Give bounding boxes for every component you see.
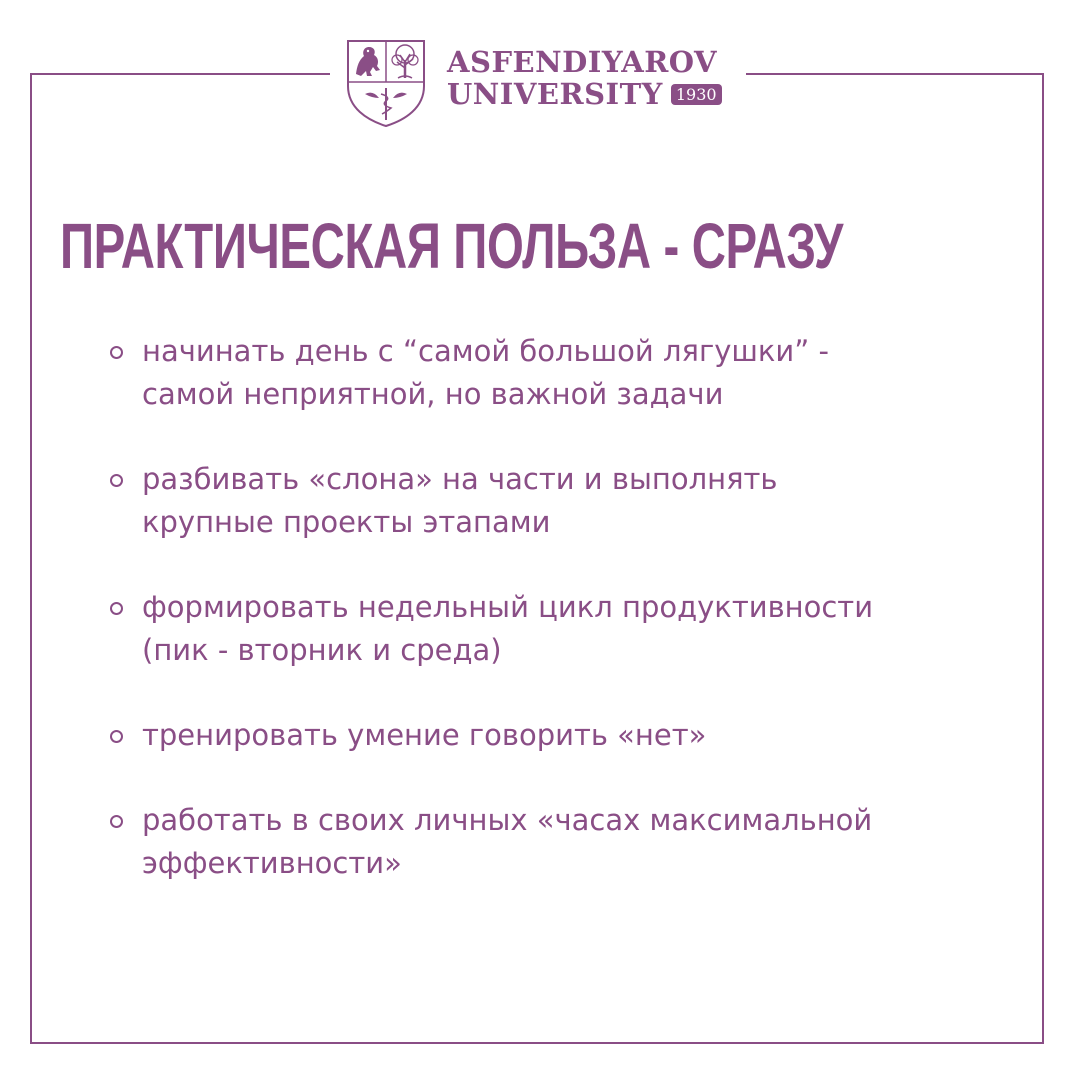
list-item-line: эффективности» — [142, 846, 402, 880]
bullet-circle-icon — [110, 346, 123, 359]
brand-name-line2: UNIVERSITY — [447, 77, 663, 111]
list-item — [108, 458, 1028, 544]
university-crest-icon — [345, 38, 427, 128]
bullet-circle-icon — [110, 474, 123, 487]
list-item-line: работать в своих личных «часах максимальной — [142, 803, 873, 837]
list-item-line: разбивать «слона» на части и выполнять — [142, 462, 778, 496]
list-item-line: начинать день с “самой большой лягушки” - — [142, 334, 829, 368]
tips-list — [108, 330, 1028, 885]
list-item-line: крупные проекты этапами — [142, 505, 551, 539]
list-item — [108, 586, 1028, 672]
brand-name-line1: ASFENDIYAROV — [447, 45, 718, 79]
list-item — [108, 330, 1028, 416]
list-item — [108, 799, 1028, 885]
list-item-line: формировать недельный цикл продуктивности — [142, 590, 874, 624]
list-item — [108, 714, 1028, 757]
bullet-circle-icon — [110, 602, 123, 615]
bullet-circle-icon — [110, 730, 123, 743]
list-item-line: (пик - вторник и среда) — [142, 633, 502, 667]
year-badge: 1930 — [671, 84, 722, 105]
list-item-line: самой неприятной, но важной задачи — [142, 377, 724, 411]
university-logo-text — [447, 45, 722, 111]
page-title: ПРАКТИЧЕСКАЯ ПОЛЬЗА - СРАЗУ — [60, 210, 844, 282]
brand-name-line2-row — [447, 77, 722, 111]
bullet-circle-icon — [110, 815, 123, 828]
list-item-line: тренировать умение говорить «нет» — [142, 718, 707, 752]
